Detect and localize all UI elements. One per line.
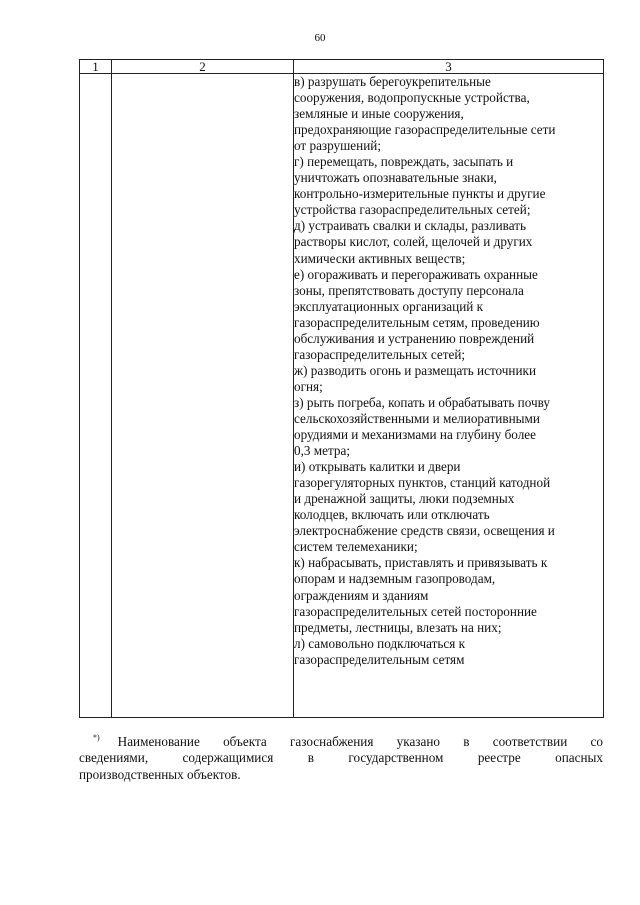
footnote-lead (93, 734, 200, 750)
text-line: г) перемещать, повреждать, засыпать и (294, 154, 514, 170)
text-line: газорегуляторных пунктов, станций катодной (294, 475, 551, 491)
text-line: зоны, препятствовать доступу персонала (294, 282, 524, 298)
table-cell-col3 (294, 74, 604, 718)
text-line: от разрушений; (294, 138, 381, 154)
table-header-row (80, 60, 604, 74)
column-header-2: 2 (112, 60, 294, 74)
text-line: ж) разводить огонь и размещать источники (294, 362, 537, 378)
footnote-word: указано (396, 734, 441, 749)
text-line: электроснабжение средств связи, освещения и (294, 523, 555, 539)
text-line: з) рыть погреба, копать и обрабатывать почву (294, 394, 550, 410)
footnote-word: в (307, 750, 314, 766)
footnote-line-2 (79, 750, 603, 766)
text-line: и) открывать калитки и двери (294, 459, 461, 475)
text-line: устройства газораспределительных сетей; (294, 202, 531, 218)
text-line: систем телемеханики; (294, 539, 418, 555)
text-line: л) самовольно подключаться к (294, 635, 466, 651)
text-line: газораспределительным сетям, проведению (294, 314, 540, 330)
text-line: колодцев, включать или отключать (294, 507, 490, 523)
text-line: сооружения, водопропускные устройства, (294, 90, 530, 106)
text-line: 0,3 метра; (294, 443, 351, 459)
text-line: е) огораживать и перегораживать охранные (294, 266, 538, 282)
text-line: земляные и иные сооружения, (294, 106, 464, 122)
footnote (79, 734, 603, 783)
footnote-word: содержащимися (182, 750, 274, 766)
footnote-word: сведениями, (79, 750, 149, 766)
text-line: опорам и надземным газопроводам, (294, 571, 496, 587)
footnote-word: опасных (555, 750, 603, 766)
footnote-word: государственном (348, 750, 444, 766)
text-line: газораспределительных сетей; (294, 346, 466, 362)
table-cell-col2 (112, 74, 294, 718)
table-row (80, 74, 604, 718)
footnote-word: Наименование (117, 734, 200, 749)
text-line: газораспределительным сетям (294, 651, 465, 667)
footnote-line-3: производственных объектов. (79, 766, 241, 782)
text-line: газораспределительных сетей посторонние (294, 603, 537, 619)
text-line: обслуживания и устранению повреждений (294, 330, 535, 346)
text-line: орудиями и механизмами на глубину более (294, 427, 536, 443)
footnote-word: реестре (477, 750, 521, 766)
table-cell-col1 (80, 74, 112, 718)
footnote-mark: *) (93, 733, 100, 742)
footnote-word: со (590, 734, 603, 749)
text-line: д) устраивать свалки и склады, разливать (294, 218, 526, 234)
footnote-word: объекта (223, 734, 267, 749)
text-line: растворы кислот, солей, щелочей и других (294, 234, 533, 250)
footnote-word: в (463, 734, 470, 749)
text-line: уничтожать опознавательные знаки, (294, 170, 497, 186)
text-line: контрольно-измерительные пункты и другие (294, 186, 546, 202)
footnote-word: газоснабжения (289, 734, 374, 749)
text-line: сельскохозяйственными и мелиоративными (294, 410, 540, 426)
text-line: эксплуатационных организаций к (294, 298, 484, 314)
text-line: огня; (294, 378, 323, 394)
column-header-3: 3 (294, 60, 604, 74)
text-line: химически активных веществ; (294, 250, 466, 266)
column-header-1: 1 (80, 60, 112, 74)
text-line: ограждениям и зданиям (294, 587, 429, 603)
footnote-line-1 (79, 734, 603, 750)
text-line: в) разрушать берегоукрепительные (294, 74, 491, 89)
page-number: 60 (314, 32, 326, 44)
text-line: предметы, лестницы, влезать на них; (294, 619, 502, 635)
text-line: предохраняющие газораспределительные сети (294, 122, 556, 138)
footnote-word: соответствии (492, 734, 568, 749)
text-line: к) набрасывать, приставлять и привязывать к (294, 555, 548, 571)
restrictions-table (79, 59, 604, 718)
text-line: и дренажной защиты, люки подземных (294, 491, 515, 507)
